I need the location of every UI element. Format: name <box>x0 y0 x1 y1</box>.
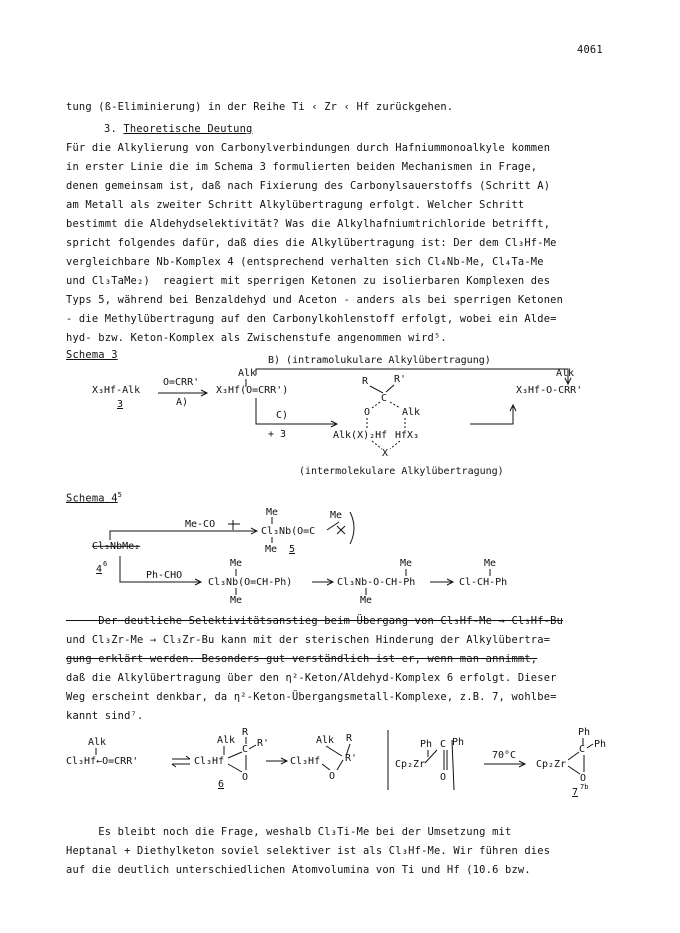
s5-c: C <box>579 744 586 755</box>
text-line: daß die Alkylübertragung über den η²-Keton/Aldehyd-Komplex 6 erfolgt. Dieser <box>66 672 557 684</box>
s4-ph-1: Ph <box>420 739 433 750</box>
complex5-number: 5 <box>289 544 296 555</box>
s3-o: O <box>329 771 336 782</box>
bond-line <box>568 766 580 774</box>
s5-ph-1: Ph <box>578 727 591 738</box>
s4-left: Cp₂Zr <box>395 759 426 770</box>
text-line: auf die deutlich unterschiedlichen Atomvolumina von Ti und Hf (10.6 bzw. <box>66 864 531 876</box>
text-line: Heptanal + Diethylketon soviel selektiver ist als Cl₃Hf-Me. Wir führen dies <box>66 845 551 857</box>
ts-o: O <box>364 407 371 418</box>
s2-r: R <box>242 727 249 738</box>
s2-o: O <box>242 772 249 783</box>
product: X₃Hf-O-CRR' <box>516 385 583 396</box>
row2-me-bottom-1: Me <box>230 595 243 606</box>
ts-c: C <box>381 393 388 404</box>
s3-alk: Alk <box>316 735 335 746</box>
row2-compound-2: Cl₃Nb-O-CH-Ph <box>337 577 416 588</box>
bond-line <box>425 750 437 763</box>
row2-me-top-2: Me <box>400 558 413 569</box>
text-line: Typs 5, während bei Benzaldehyd und Aceton - anders als bei sperrigen Ketonen <box>66 294 564 306</box>
row2-compound-3: Cl-CH-Ph <box>459 577 508 588</box>
s2-number: 6 <box>218 779 225 790</box>
text-line: und Cl₃Zr-Me → Cl₃Zr-Bu kann mit der sterischen Hinderung der Alkylübertra= <box>66 634 551 646</box>
text-line: hyd- bzw. Keton-Komplex als Zwischenstufe angenommen wird⁵. <box>66 332 447 344</box>
text-line: in erster Linie die im Schema 3 formulierten beiden Mechanismen in Frage, <box>66 161 538 173</box>
bond-line <box>249 745 256 749</box>
start-compound: Cl₃NbMe₂ <box>92 541 141 552</box>
ts-r-prime: R' <box>394 374 407 385</box>
label-b: B) (intramolukulare Alkylübertragung) <box>268 355 491 366</box>
ts-alk: Alk <box>402 407 421 418</box>
s3-r: R <box>346 733 353 744</box>
s5-o: O <box>580 773 587 784</box>
complex5-me-bottom: Me <box>265 544 278 555</box>
text-line: Für die Alkylierung von Carbonylverbindungen durch Hafniummonoalkyle kommen <box>66 142 551 154</box>
text-line: - die Methylübertragung auf den Carbonylkohlenstoff erfolgt, wobei ein Alde= <box>66 313 557 325</box>
text-line: denen gemeinsam ist, daß nach Fixierung des Carbonylsauerstoffs (Schritt A) <box>66 180 551 192</box>
reactant-number: 3 <box>117 399 124 410</box>
s5-left: Cp₂Zr <box>536 759 567 770</box>
row2-me-top-1: Me <box>230 558 243 569</box>
bond-line <box>326 746 342 756</box>
section-title: Theoretische Deutung <box>123 123 253 135</box>
schema-4-footnote: 5 <box>117 491 123 499</box>
label-intermolecular: (intermolekulare Alkylübertragung) <box>299 466 504 477</box>
row2-me-bottom-2: Me <box>360 595 373 606</box>
s1-compound: Cl₃Hf←O=CRR' <box>66 756 139 767</box>
row2-compound-1: Cl₃Nb(O=CH-Ph) <box>208 577 293 588</box>
bond-line <box>337 760 343 770</box>
bond-line <box>228 752 242 758</box>
s3-left: Cl₃Hf <box>290 756 321 767</box>
ts-x: X <box>382 448 389 459</box>
s2-c: C <box>242 744 249 755</box>
text-line: und Cl₃TaMe₂) reagiert mit sperrigen Ketonen zu isolierbaren Komplexen des <box>66 275 551 287</box>
text-line: am Metall als zweiter Schritt Alkylübertragung erfolgt. Welcher Schritt <box>66 199 525 211</box>
complex5-me-right: Me <box>330 510 343 521</box>
s5-number: 7 <box>572 787 579 798</box>
bond-line <box>587 744 593 748</box>
s5-footnote: 7b <box>580 783 589 791</box>
ts-r: R <box>362 376 369 387</box>
text-line: gung erklärt werden. Besonders gut verständlich ist er, wenn man annimmt, <box>66 653 538 665</box>
plus-3: + 3 <box>268 429 287 440</box>
intermediate: X₃Hf(O=CRR') <box>216 385 289 396</box>
step-a: A) <box>176 397 189 408</box>
bond-line <box>568 752 579 760</box>
schema-4-title: Schema 4 <box>66 492 118 505</box>
temperature: 70°C <box>492 750 517 761</box>
s2-r-prime: R' <box>257 738 270 749</box>
s3-r-prime: R' <box>345 753 358 764</box>
paragraph-top-line: tung (ß-Eliminierung) in der Reihe Ti ‹ Zr ‹ Hf zurückgehen. <box>66 101 454 113</box>
text-line: Der deutliche Selektivitätsanstieg beim Übergang von Cl₃Hf-Me → Cl₃Hf-Bu <box>66 615 564 627</box>
product-alk: Alk <box>556 368 575 379</box>
ts-left: Alk(X)₂Hf <box>333 430 388 441</box>
s5-ph-2: Ph <box>594 739 607 750</box>
s1-alk: Alk <box>88 737 107 748</box>
bond-line <box>322 764 330 770</box>
schema-3-title: Schema 3 <box>66 349 118 361</box>
text-line: vergleichbare Nb-Komplex 4 (entsprechend verhalten sich Cl₄Nb-Me, Cl₄Ta-Me <box>66 256 544 268</box>
row2-me-top-3: Me <box>484 558 497 569</box>
text-line: Es bleibt noch die Frage, weshalb Cl₃Ti-Me bei der Umsetzung mit <box>66 826 512 838</box>
start-footnote: 6 <box>103 560 108 568</box>
text-line: kannt sind⁷. <box>66 710 144 722</box>
reagent-1: Me-CO <box>185 519 216 530</box>
s4-c: C <box>440 739 447 750</box>
top-me: Me <box>266 507 279 518</box>
label-c: C) <box>276 410 289 421</box>
complex-5: Cl₃Nb(O=C <box>261 526 316 537</box>
reagent-label: O=CRR' <box>163 377 200 388</box>
reagent-2: Ph-CHO <box>146 570 183 581</box>
reactant: X₃Hf-Alk <box>92 385 141 396</box>
s4-ph-2: Ph <box>452 737 465 748</box>
ts-right: HfX₃ <box>395 430 420 441</box>
section-number: 3. <box>104 123 117 135</box>
bond-line <box>228 764 242 772</box>
s2-left: Cl₃Hf <box>194 756 225 767</box>
intermediate-alk: Alk <box>238 368 257 379</box>
start-number: 4 <box>96 564 103 575</box>
s4-o: O <box>440 772 447 783</box>
text-line: bestimmt die Aldehydselektivität? Was die Alkylhafniumtrichloride betrifft, <box>66 218 551 230</box>
page-number: 4061 <box>577 44 603 56</box>
text-line: Weg erscheint denkbar, da η²-Keton-Übergangsmetall-Komplexe, z.B. 7, wohlbe= <box>66 691 557 703</box>
text-line: spricht folgendes dafür, daß dies die Alkylübertragung ist: Der dem Cl₃Hf-Me <box>66 237 557 249</box>
s2-alk: Alk <box>217 735 236 746</box>
